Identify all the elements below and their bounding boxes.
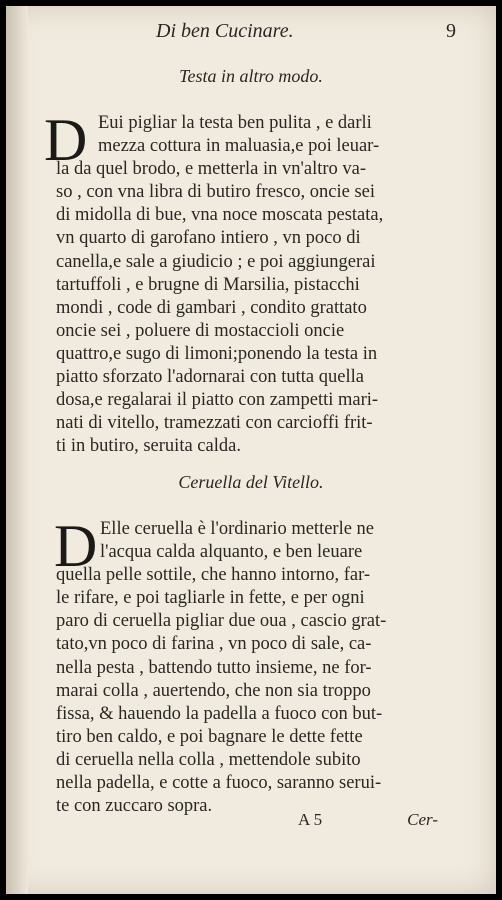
text-line: paro di ceruella pigliar due oua , cascio grat- [56, 611, 387, 632]
text-line: tato,vn poco di farina , vn poco di sale, ca- [56, 634, 372, 655]
text-line: fissa, & hauendo la padella a fuoco con but- [56, 703, 383, 724]
signature-mark: A 5 [298, 810, 323, 829]
text-line: nella padella, e cotte a fuoco, saranno serui- [56, 773, 382, 794]
text-line: dosa,e regalarai il piatto con zampetti mari- [56, 390, 379, 411]
text-line: quattro,e sugo di limoni;ponendo la testa in [56, 343, 378, 364]
page-gutter [6, 6, 28, 894]
text-line: Elle ceruella è l'ordinario metterle ne [100, 519, 375, 539]
text-line: l'acqua calda alquanto, e ben leuare [100, 542, 363, 563]
recipe1-dropcap: D [44, 107, 88, 173]
text-line: di midolla di bue, vna noce moscata pestata, [56, 205, 384, 226]
recipe2-title: Ceruella del Vitello. [178, 472, 324, 492]
text-line: la da quel brodo, e metterla in vn'altro va- [56, 159, 367, 180]
running-title: Di ben Cucinare. [156, 20, 294, 42]
recipe2-text [54, 513, 456, 818]
text-line: mezza cottura in maluasia,e poi leuar- [98, 136, 380, 157]
text-line: canella,e sale a giudicio ; e poi aggiungerai [56, 251, 376, 272]
recipe1-title: Testa in altro modo. [179, 66, 323, 86]
text-line: piatto sforzato l'adornarai con tutta quella [56, 367, 364, 388]
recipe1-text [56, 112, 456, 458]
text-line: quella pelle sottile, che hanno intorno, far- [56, 565, 371, 586]
text-line: tiro ben caldo, e poi bagnare le dette fette [56, 726, 363, 747]
text-line: mondi , code di gambari , condito grattato [56, 297, 367, 318]
recipe2-dropcap: D [54, 513, 98, 579]
text-line: nati di vitello, tramezzati con carcioffi frit- [56, 413, 373, 434]
text-line: nella pesta , battendo tutto insieme, ne for- [56, 657, 372, 678]
text-line: so , con vna libra di butiro fresco, oncie sei [56, 182, 376, 203]
text-line: tartuffoli , e brugne di Marsilia, pistacchi [56, 274, 360, 295]
text-line: te con zuccaro sopra. [56, 796, 213, 817]
text-line: vn quarto di garofano intiero , vn poco di [56, 228, 361, 249]
text-line: ti in butiro, seruita calda. [56, 436, 241, 457]
text-line: Eui pigliar la testa ben pulita , e darli [98, 113, 372, 133]
text-line: oncie sei , poluere di mostaccioli oncie [56, 320, 345, 341]
text-line: di ceruella nella colla , mettendole subito [56, 749, 361, 770]
text-line: marai colla , auertendo, che non sia troppo [56, 680, 371, 701]
book-page [6, 6, 496, 894]
running-header [156, 20, 456, 43]
catchword: Cer- [407, 810, 438, 829]
page-number: 9 [446, 20, 456, 42]
text-line: le rifare, e poi tagliarle in fette, e per ogni [56, 588, 365, 609]
